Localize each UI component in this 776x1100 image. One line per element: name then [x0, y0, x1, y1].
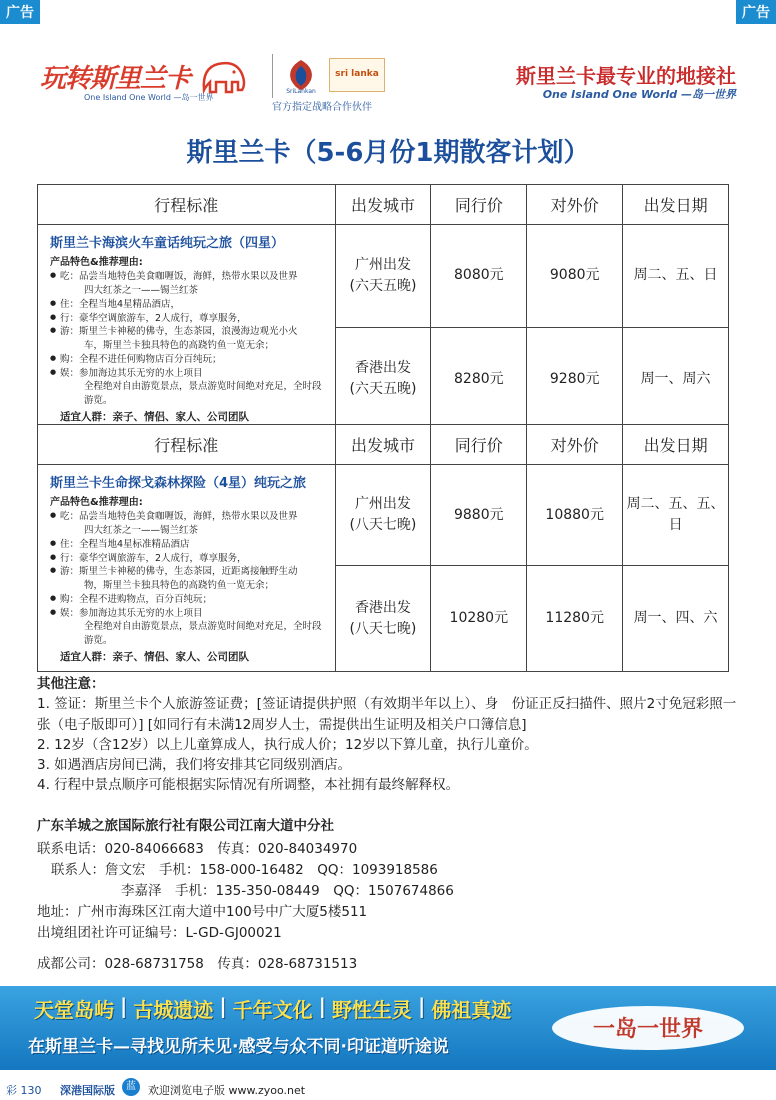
trip-length: (六天五晚) — [349, 277, 417, 294]
departure-dates: 周一、周六 — [623, 327, 729, 432]
feature-item: ● 吃：品尝当地特色美食咖喱饭，海鲜，热带水果以及世界 — [50, 270, 323, 284]
tour-table-1 — [37, 184, 729, 432]
departure-city — [335, 465, 431, 566]
suitable-audience: 适宜人群：亲子、情侣、家人、公司团队 — [60, 651, 249, 663]
public-price: 10880元 — [527, 465, 623, 566]
company-info — [37, 816, 454, 944]
svg-text:SriLankan: SriLankan — [286, 88, 316, 94]
slogan-sub: One Island One World —岛一世界 — [542, 88, 736, 101]
note-item: 2. 12岁（含12岁）以上儿童算成人，执行成人价；12岁以下算儿童，执行儿童价。 — [37, 736, 538, 753]
browse-link[interactable]: 欢迎浏览电子版 www.zyoo.net — [148, 1084, 306, 1097]
banner-tagline: 在斯里兰卡—寻找见所未见·感受与众不同·印证道听途说 — [28, 1037, 449, 1057]
tour-detail — [38, 465, 336, 672]
feature-item: ● 购：全程不进购物点，百分百纯玩； — [50, 593, 323, 607]
feature-item: ● 游：斯里兰卡神秘的佛寺，生态茶园，浪漫海边观光小火 — [50, 325, 323, 339]
header-dates: 出发日期 — [623, 185, 729, 225]
ad-label-left: 广告 — [0, 0, 40, 24]
feature-item-cont: 物，斯里兰卡独具特色的高跷钓鱼一览无余； — [84, 580, 275, 592]
table-row — [38, 225, 729, 328]
feature-item: ● 吃：品尝当地特色美食咖喱饭，海鲜，热带水果以及世界 — [50, 510, 323, 524]
departure-dates: 周二、五、日 — [623, 225, 729, 328]
trip-length: (八天七晚) — [349, 620, 417, 637]
notes-heading: 其他注意： — [37, 676, 105, 692]
srilanka-tourism-logo: sri lanka — [329, 58, 385, 92]
departure-dates: 周一、四、六 — [623, 566, 729, 672]
chengdu-office: 成都公司：028-68731758 传真：028-68731513 — [37, 956, 358, 972]
feature-item: ● 行：豪华空调旅游车，2人成行，尊享服务， — [50, 552, 323, 566]
banner-keyword: 千年文化 — [232, 998, 313, 1022]
feature-item: ● 娱：参加海边其乐无穷的水上项目 — [50, 607, 323, 621]
header-standard: 行程标准 — [38, 185, 336, 225]
partner-logos — [272, 54, 412, 98]
feature-item-cont: 四大红茶之一——锡兰红茶 — [84, 285, 199, 297]
feature-heading: 产品特色&推荐理由: — [50, 496, 143, 508]
header-peer-price: 同行价 — [431, 185, 527, 225]
company-phone: 联系电话：020-84066683 传真：020-84034970 — [37, 840, 358, 857]
header-peer-price: 同行价 — [431, 425, 527, 465]
srilankan-airlines-logo — [281, 58, 321, 94]
departure-city — [335, 225, 431, 328]
header-public-price: 对外价 — [527, 425, 623, 465]
brand-logo-text: 玩转斯里兰卡 — [40, 64, 191, 94]
feature-heading: 产品特色&推荐理由: — [50, 256, 143, 268]
banner-logo — [548, 1002, 748, 1054]
departure-city — [335, 327, 431, 432]
banner-keyword: 天堂岛屿 — [34, 998, 114, 1022]
table-header-row — [38, 185, 729, 225]
contact-person-2: 李嘉泽 手机：135-350-08449 QQ：1507674866 — [121, 882, 454, 899]
partner-caption: 官方指定战略合作伙伴 — [272, 102, 372, 113]
edition-badge: 蓝 — [122, 1078, 140, 1096]
header-city: 出发城市 — [335, 185, 431, 225]
company-name: 广东羊城之旅国际旅行社有限公司江南大道中分社 — [37, 818, 334, 834]
company-license: 出境组团社许可证编号：L-GD-GJ00021 — [37, 924, 282, 941]
note-item: 1. 签证：斯里兰卡个人旅游签证费；[签证请提供护照（有效期半年以上）、身 份证正反扫描件、照片2寸免冠彩照一张（电子版即可）] [如同行有未满12周岁人士，需提供出生证明及相关户口簿信息] — [37, 696, 737, 733]
feature-item: ● 行：豪华空调旅游车，2人成行，尊享服务， — [50, 312, 323, 326]
ad-label-right: 广告 — [736, 0, 776, 24]
banner-keyword: 野性生灵 — [331, 998, 412, 1022]
page-number: 彩 130 — [6, 1084, 42, 1097]
feature-item: ● 住：全程当地4星标准精品酒店 — [50, 538, 323, 552]
contact-person-1: 联系人：詹文宏 手机：158-000-16482 QQ：1093918586 — [51, 861, 438, 878]
city-name: 广州出发 — [354, 256, 411, 273]
feature-item: ● 游：斯里兰卡神秘的佛寺，生态茶园，近距离接触野生动 — [50, 565, 323, 579]
tour-detail — [38, 225, 336, 432]
departure-dates: 周二、五、五、日 — [623, 465, 729, 566]
public-price: 11280元 — [527, 566, 623, 672]
trip-length: (六天五晚) — [349, 381, 417, 398]
header-standard: 行程标准 — [38, 425, 336, 465]
city-name: 广州出发 — [354, 496, 411, 513]
feature-item-cont: 全程绝对自由游览景点，景点游览时间绝对充足，全时段游览。 — [84, 621, 322, 647]
header-city: 出发城市 — [335, 425, 431, 465]
page-title: 斯里兰卡（5-6月份1期散客计划） — [186, 138, 590, 168]
banner-logo-text: 一岛一世界 — [592, 1017, 704, 1042]
departure-city — [335, 566, 431, 672]
banner-keyword: 佛祖真迹 — [431, 998, 512, 1022]
trip-length: (八天七晚) — [349, 517, 417, 534]
banner-keywords: 天堂岛屿 | 古城遗迹 | 千年文化 | 野性生灵 | 佛祖真迹 — [28, 994, 517, 1023]
header — [36, 52, 740, 114]
note-item: 3. 如遇酒店房间已满，我们将安排其它同级别酒店。 — [37, 757, 352, 773]
banner-keyword: 古城遗迹 — [133, 998, 214, 1022]
header-public-price: 对外价 — [527, 185, 623, 225]
company-address: 地址：广州市海珠区江南大道中100号中广大厦5楼511 — [37, 903, 368, 920]
note-item: 4. 行程中景点顺序可能根据实际情况有所调整，本社拥有最终解释权。 — [37, 777, 460, 794]
peer-price: 8080元 — [431, 225, 527, 328]
city-name: 香港出发 — [354, 599, 411, 616]
tour-name: 斯里兰卡生命探戈森林探险（4星）纯玩之旅 — [50, 476, 307, 491]
peer-price: 9880元 — [431, 465, 527, 566]
slogan: 斯里兰卡最专业的地接社 — [516, 64, 736, 88]
peer-price: 10280元 — [431, 566, 527, 672]
edition-name: 深港国际版 — [60, 1084, 115, 1097]
table-row — [38, 465, 729, 566]
peer-price: 8280元 — [431, 327, 527, 432]
city-name: 香港出发 — [354, 360, 411, 377]
table-header-row — [38, 425, 729, 465]
feature-item-cont: 四大红茶之一——锡兰红茶 — [84, 525, 199, 537]
notes-section — [37, 674, 741, 796]
elephant-icon — [198, 56, 248, 100]
feature-item: ● 住：全程当地4星精品酒店， — [50, 298, 323, 312]
feature-item: ● 购：全程不进任何购物店百分百纯玩； — [50, 353, 323, 367]
public-price: 9280元 — [527, 327, 623, 432]
public-price: 9080元 — [527, 225, 623, 328]
tour-table-2 — [37, 424, 729, 672]
tour-name: 斯里兰卡海滨火车童话纯玩之旅（四星） — [50, 236, 285, 251]
feature-item-cont: 全程绝对自由游览景点，景点游览时间绝对充足，全时段游览。 — [84, 381, 322, 407]
suitable-audience: 适宜人群：亲子、情侣、家人、公司团队 — [60, 411, 249, 423]
brand-logo-sub: One Island One World —岛一世界 — [84, 93, 214, 102]
header-dates: 出发日期 — [623, 425, 729, 465]
page-footer — [0, 1076, 776, 1100]
feature-item-cont: 车，斯里兰卡独具特色的高跷钓鱼一览无余； — [84, 340, 275, 352]
feature-item: ● 娱：参加海边其乐无穷的水上项目 — [50, 367, 323, 381]
promo-banner — [0, 986, 776, 1070]
